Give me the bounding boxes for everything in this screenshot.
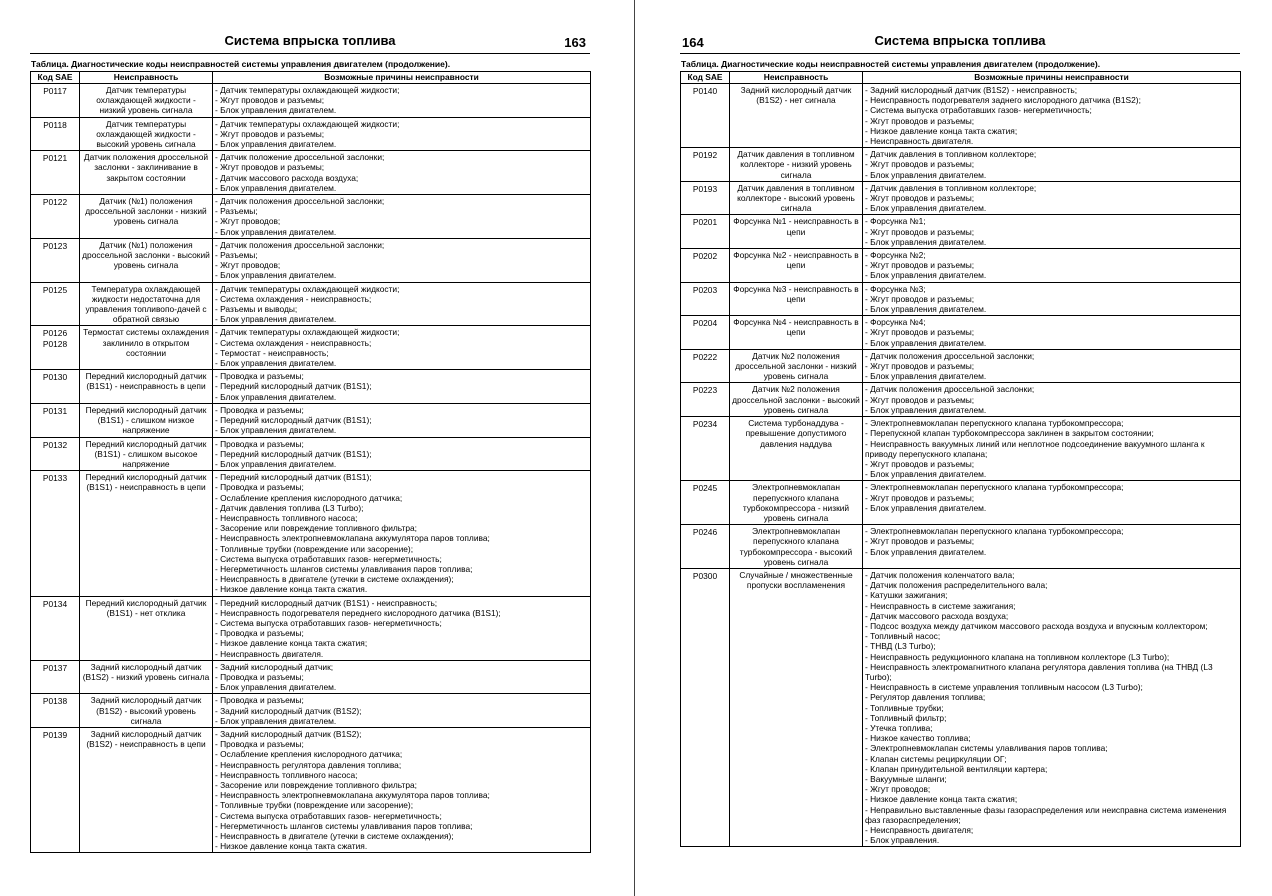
cell-causes: - Задний кислородный датчик (B1S2) - неисправность; - Неисправность подогревателя заднего кислородного датчика (B1S2); - Система выпуска отработавших газов- негерметичность; - Жгут проводов и разъемы; - Низкое давление конца такта сжатия; - Неисправность двигателя.	[863, 84, 1241, 148]
table-row	[681, 215, 1241, 249]
cell-causes: - Датчик положение дроссельной заслонки; - Жгут проводов и разъемы; - Датчик массового расхода воздуха; - Блок управления двигателем.	[213, 151, 591, 195]
right-page	[680, 0, 1240, 847]
cell-code: P0300	[681, 568, 730, 846]
cell-code: P0122	[31, 195, 80, 239]
cell-code: P0204	[681, 316, 730, 350]
cell-causes: - Датчик давления в топливном коллекторе; - Жгут проводов и разъемы; - Блок управления двигателем.	[863, 181, 1241, 215]
cell-fault: Форсунка №3 - неисправность в цепи	[730, 282, 863, 316]
cell-code: P0137	[31, 660, 80, 694]
page-title: Система впрыска топлива	[874, 33, 1046, 48]
cell-code: P0138	[31, 694, 80, 728]
table-row	[31, 437, 591, 471]
cell-fault: Датчик давления в топливном коллекторе - высокий уровень сигнала	[730, 181, 863, 215]
cell-causes: - Датчик положения дроссельной заслонки; - Разъемы; - Жгут проводов; - Блок управления двигателем.	[213, 195, 591, 239]
cell-fault: Датчик давления в топливном коллекторе - низкий уровень сигнала	[730, 148, 863, 182]
cell-causes: - Передний кислородный датчик (B1S1); - Проводка и разъемы; - Ослабление крепления кислородного датчика; - Датчик давления топлива (L3 Turbo); - Неисправность топливного насоса; - Засорение или повреждение топливного фильтра; - Неисправность электропневмоклапана аккумулятора паров топлива; - Топливные трубки (повреждение или засорение); - Система выпуска отработавших газов- негерметичность; - Негерметичность шлангов системы улавливания паров топлива; - Неисправность в двигателе (утечки в системе охлаждения); - Низкое давление конца такта сжатия.	[213, 471, 591, 596]
table-row	[31, 326, 591, 370]
cell-code: P0140	[681, 84, 730, 148]
cell-code: P0234	[681, 417, 730, 481]
cell-causes: - Датчик давления в топливном коллекторе; - Жгут проводов и разъемы; - Блок управления двигателем.	[863, 148, 1241, 182]
table-row	[681, 525, 1241, 569]
cell-causes: - Передний кислородный датчик (B1S1) - неисправность; - Неисправность подогревателя переднего кислородного датчика (B1S1); - Система выпуска отработавших газов- негерметичность; - Проводка и разъемы; - Низкое давление конца такта сжатия; - Неисправность двигателя.	[213, 596, 591, 660]
table-row	[681, 84, 1241, 148]
table-row	[31, 282, 591, 326]
cell-fault: Задний кислородный датчик (B1S2) - нет сигнала	[730, 84, 863, 148]
cell-fault: Передний кислородный датчик (B1S1) - нет отклика	[80, 596, 213, 660]
page-header	[680, 33, 1240, 54]
table-header-row	[31, 72, 591, 84]
cell-causes: - Проводка и разъемы; - Передний кислородный датчик (B1S1); - Блок управления двигателем.	[213, 437, 591, 471]
cell-causes: - Датчик температуры охлаждающей жидкости; - Жгут проводов и разъемы; - Блок управления двигателем.	[213, 117, 591, 151]
cell-causes: - Датчик температуры охлаждающей жидкости; - Жгут проводов и разъемы; - Блок управления двигателем.	[213, 84, 591, 118]
cell-fault: Передний кислородный датчик (B1S1) - слишком высокое напряжение	[80, 437, 213, 471]
table-row	[31, 151, 591, 195]
cell-causes: - Форсунка №1; - Жгут проводов и разъемы; - Блок управления двигателем.	[863, 215, 1241, 249]
header-causes: Возможные причины неисправности	[863, 72, 1241, 84]
table-row	[681, 181, 1241, 215]
cell-fault: Задний кислородный датчик (B1S2) - низкий уровень сигнала	[80, 660, 213, 694]
table-row	[681, 148, 1241, 182]
cell-code: P0203	[681, 282, 730, 316]
cell-fault: Датчик №2 положения дроссельной заслонки - низкий уровень сигнала	[730, 349, 863, 383]
cell-fault: Датчик (№1) положения дроссельной заслонки - высокий уровень сигнала	[80, 238, 213, 282]
cell-causes: - Форсунка №4; - Жгут проводов и разъемы; - Блок управления двигателем.	[863, 316, 1241, 350]
table-row	[681, 316, 1241, 350]
cell-code: P0133	[31, 471, 80, 596]
table-row	[681, 249, 1241, 283]
cell-code: P0134	[31, 596, 80, 660]
table-row	[681, 417, 1241, 481]
cell-causes: - Датчик положения дроссельной заслонки; - Жгут проводов и разъемы; - Блок управления двигателем.	[863, 349, 1241, 383]
cell-fault: Электропневмоклапан перепускного клапана турбокомпрессора - высокий уровень сигнала	[730, 525, 863, 569]
cell-code: P0118	[31, 117, 80, 151]
table-row	[31, 660, 591, 694]
table-row	[31, 117, 591, 151]
page-number: 163	[564, 35, 586, 50]
table-row	[31, 471, 591, 596]
cell-fault: Система турбонаддува - превышение допустимого давления наддува	[730, 417, 863, 481]
cell-fault: Передний кислородный датчик (B1S1) - неисправность в цепи	[80, 471, 213, 596]
table-row	[681, 383, 1241, 417]
cell-code: P0126 P0128	[31, 326, 80, 370]
cell-code: P0131	[31, 403, 80, 437]
cell-causes: - Форсунка №3; - Жгут проводов и разъемы; - Блок управления двигателем.	[863, 282, 1241, 316]
table-row	[681, 481, 1241, 525]
page-title: Система впрыска топлива	[224, 33, 396, 48]
cell-fault: Датчик температуры охлаждающей жидкости - низкий уровень сигнала	[80, 84, 213, 118]
cell-causes: - Электропневмоклапан перепускного клапана турбокомпрессора; - Жгут проводов и разъемы; - Блок управления двигателем.	[863, 525, 1241, 569]
cell-causes: - Электропневмоклапан перепускного клапана турбокомпрессора; - Перепускной клапан турбокомпрессора заклинен в закрытом состоянии; - Неисправность вакуумных линий или неплотное подсоединение вакуумного шланга к приводу перепускного клапана; - Жгут проводов и разъемы; - Блок управления двигателем.	[863, 417, 1241, 481]
cell-fault: Форсунка №1 - неисправность в цепи	[730, 215, 863, 249]
cell-code: P0139	[31, 727, 80, 852]
header-code: Код SAE	[681, 72, 730, 84]
cell-fault: Задний кислородный датчик (B1S2) - высокий уровень сигнала	[80, 694, 213, 728]
cell-code: P0123	[31, 238, 80, 282]
cell-causes: - Датчик температуры охлаждающей жидкости; - Система охлаждения - неисправность; - Термостат - неисправность; - Блок управления двигателем.	[213, 326, 591, 370]
cell-causes: - Датчик положения коленчатого вала; - Датчик положения распределительного вала; - Катушки зажигания; - Неисправность в системе зажигания; - Датчик массового расхода воздуха; - Подсос воздуха между датчиком массового расхода воздуха и впускным коллектором; - Топливный насос; - ТНВД (L3 Turbo); - Неисправность редукционного клапана на топливном коллекторе (L3 Turbo); - Неисправность электромагнитного клапана регулятора давления топлива (на ТНВД (L3 Turbo); - Неисправность в системе управления топливным насосом (L3 Turbo); - Регулятор давления топлива; - Топливные трубки; - Топливный фильтр; - Утечка топлива; - Низкое качество топлива; - Электропневмоклапан системы улавливания паров топлива; - Клапан системы рециркуляции ОГ; - Клапан принудительной вентиляции картера; - Вакуумные шланги; - Жгут проводов; - Низкое давление конца такта сжатия; - Неправильно выставленные фазы газораспределения или неисправна система изменения фаз газораспределения; - Неисправность двигателя; - Блок управления.	[863, 568, 1241, 846]
book-gutter	[634, 0, 635, 896]
page-number: 164	[682, 35, 704, 50]
cell-code: P0125	[31, 282, 80, 326]
table-row	[681, 282, 1241, 316]
cell-code: P0245	[681, 481, 730, 525]
table-row	[31, 195, 591, 239]
cell-causes: - Проводка и разъемы; - Задний кислородный датчик (B1S2); - Блок управления двигателем.	[213, 694, 591, 728]
cell-causes: - Датчик положения дроссельной заслонки; - Разъемы; - Жгут проводов; - Блок управления двигателем.	[213, 238, 591, 282]
table-header-row	[681, 72, 1241, 84]
cell-causes: - Электропневмоклапан перепускного клапана турбокомпрессора; - Жгут проводов и разъемы; - Блок управления двигателем.	[863, 481, 1241, 525]
cell-fault: Датчик (№1) положения дроссельной заслонки - низкий уровень сигнала	[80, 195, 213, 239]
table-row	[31, 84, 591, 118]
header-code: Код SAE	[31, 72, 80, 84]
header-causes: Возможные причины неисправности	[213, 72, 591, 84]
dtc-table	[30, 71, 591, 853]
table-row	[31, 238, 591, 282]
cell-code: P0121	[31, 151, 80, 195]
table-caption: Таблица. Диагностические коды неисправностей системы управления двигателем (продолжение).	[31, 59, 451, 69]
table-row	[31, 694, 591, 728]
cell-code: P0193	[681, 181, 730, 215]
cell-code: P0201	[681, 215, 730, 249]
cell-code: P0130	[31, 370, 80, 404]
cell-fault: Датчик температуры охлаждающей жидкости - высокий уровень сигнала	[80, 117, 213, 151]
cell-causes: - Форсунка №2; - Жгут проводов и разъемы; - Блок управления двигателем.	[863, 249, 1241, 283]
cell-fault: Электропневмоклапан перепускного клапана турбокомпрессора - низкий уровень сигнала	[730, 481, 863, 525]
cell-code: P0223	[681, 383, 730, 417]
dtc-table	[680, 71, 1241, 847]
page-header	[30, 33, 590, 54]
table-row	[31, 403, 591, 437]
header-fault: Неисправность	[730, 72, 863, 84]
cell-fault: Форсунка №4 - неисправность в цепи	[730, 316, 863, 350]
header-fault: Неисправность	[80, 72, 213, 84]
cell-causes: - Проводка и разъемы; - Передний кислородный датчик (B1S1); - Блок управления двигателем.	[213, 403, 591, 437]
table-row	[31, 370, 591, 404]
cell-fault: Передний кислородный датчик (B1S1) - слишком низкое напряжение	[80, 403, 213, 437]
cell-code: P0192	[681, 148, 730, 182]
table-caption: Таблица. Диагностические коды неисправностей системы управления двигателем (продолжение).	[681, 59, 1101, 69]
cell-fault: Задний кислородный датчик (B1S2) - неисправность в цепи	[80, 727, 213, 852]
cell-code: P0202	[681, 249, 730, 283]
cell-causes: - Датчик положения дроссельной заслонки; - Жгут проводов и разъемы; - Блок управления двигателем.	[863, 383, 1241, 417]
cell-fault: Случайные / множественные пропуски воспламенения	[730, 568, 863, 846]
cell-fault: Датчик положения дроссельной заслонки - заклинивание в закрытом состоянии	[80, 151, 213, 195]
cell-fault: Форсунка №2 - неисправность в цепи	[730, 249, 863, 283]
cell-fault: Термостат системы охлаждения заклинило в открытом состоянии	[80, 326, 213, 370]
table-row	[31, 596, 591, 660]
table-row	[681, 349, 1241, 383]
table-row	[31, 727, 591, 852]
left-page	[30, 0, 590, 853]
cell-causes: - Задний кислородный датчик (B1S2); - Проводка и разъемы; - Ослабление крепления кислородного датчика; - Неисправность регулятора давления топлива; - Неисправность топливного насоса; - Засорение или повреждение топливного фильтра; - Неисправность электропневмоклапана аккумулятора паров топлива; - Топливные трубки (повреждение или засорение); - Система выпуска отработавших газов- негерметичность; - Негерметичность шлангов системы улавливания паров топлива; - Неисправность в двигателе (утечки в системе охлаждения); - Низкое давление конца такта сжатия.	[213, 727, 591, 852]
cell-causes: - Проводка и разъемы; - Передний кислородный датчик (B1S1); - Блок управления двигателем.	[213, 370, 591, 404]
table-row	[681, 568, 1241, 846]
cell-causes: - Датчик температуры охлаждающей жидкости; - Система охлаждения - неисправность; - Разъемы и выводы; - Блок управления двигателем.	[213, 282, 591, 326]
cell-code: P0222	[681, 349, 730, 383]
cell-fault: Датчик №2 положения дроссельной заслонки - высокий уровень сигнала	[730, 383, 863, 417]
cell-fault: Температура охлаждающей жидкости недостаточна для управления топливопо-дачей с обратной связью	[80, 282, 213, 326]
cell-fault: Передний кислородный датчик (B1S1) - неисправность в цепи	[80, 370, 213, 404]
cell-causes: - Задний кислородный датчик; - Проводка и разъемы; - Блок управления двигателем.	[213, 660, 591, 694]
cell-code: P0246	[681, 525, 730, 569]
cell-code: P0117	[31, 84, 80, 118]
cell-code: P0132	[31, 437, 80, 471]
